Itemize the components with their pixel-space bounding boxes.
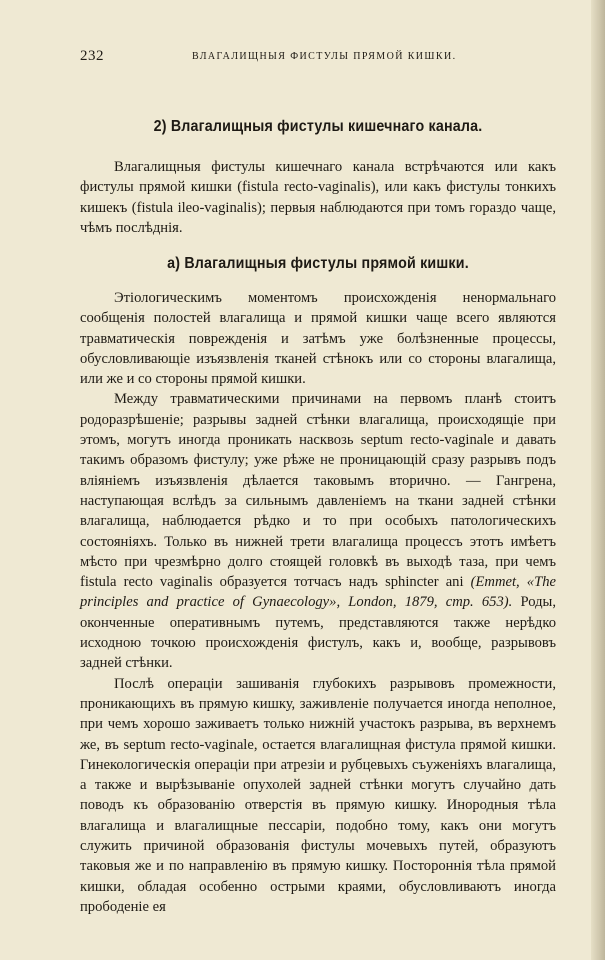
body-text bbox=[80, 288, 556, 917]
running-head bbox=[80, 48, 556, 70]
page-edge-shadow bbox=[591, 0, 605, 960]
running-title: ВЛАГАЛИЩНЫЯ ФИСТУЛЫ ПРЯМОЙ КИШКИ. bbox=[192, 51, 457, 62]
paragraph-trauma bbox=[80, 389, 556, 673]
section-heading-intestinal-fistulae: 2) Влагалищныя фистулы кишечнаго канала. bbox=[153, 118, 483, 135]
intro-paragraph: Влагалищныя фистулы кишечнаго канала встрѣчаются или какъ фистулы прямой кишки (fistula recto-vaginalis), или какъ фистулы тонкихъ кишекъ (fistula ileo-vaginalis); первыя наблюдаются при томъ гораздо чаще, чѣмъ послѣднія. bbox=[80, 159, 556, 236]
book-page bbox=[80, 48, 556, 915]
page-number: 232 bbox=[80, 48, 104, 64]
intro-block bbox=[80, 157, 556, 238]
paragraph-trauma-text: Между травматическими причинами на первомъ планѣ стоитъ родоразрѣшеніе; разрывы задней стѣнки влагалища, происходящіе при этомъ, могутъ иногда проникать насквозь septum recto-vaginale и давать такимъ образомъ фистулу; уже рѣже не проницающій сразу разрывъ подъ вліяніемъ изъязвленія дѣлается таковымъ вторично. — Гангрена, наступающая вслѣдъ за сильнымъ давленіемъ на ткани задней стѣнки влагалища, наблюдается рѣдко и то при особыхъ патологическихъ состояніяхъ. Только въ нижней трети влагалища процессъ этотъ имѣетъ мѣсто при чрезмѣрно долго стоящей головкѣ въ выходѣ таза, при чемъ fistula recto vaginalis образуется тотчасъ надъ sphincter ani bbox=[80, 391, 556, 591]
section-heading-rectal-fistulae: а) Влагалищныя фистулы прямой кишки. bbox=[167, 255, 469, 272]
paragraph-trauma-text-end: Роды, оконченные оперативнымъ путемъ, представляются также нерѣдко исходною точкою происхожденія фистулъ, какъ и, вообще, разрывовъ задней стѣнки. bbox=[80, 594, 556, 672]
paragraph-etiology: Этіологическимъ моментомъ происхожденія ненормальнаго сообщенія полостей влагалища и прямой кишки чаще всего являются травматическія поврежденія и затѣмъ уже болѣзненные процессы, обусловливающіе изъязвленія тканей стѣнокъ или со стороны влагалища, или же и со стороны прямой кишки. bbox=[80, 290, 556, 388]
paragraph-operations: Послѣ операціи зашиванія глубокихъ разрывовъ промежности, проникающихъ въ прямую кишку, заживленіе получается иногда неполное, при чемъ хорошо заживаетъ только нижній участокъ разрыва, въ верхнемъ же, въ septum recto-vaginale, остается влагалищная фистула прямой кишки. Гинекологическія операціи при атрезіи и рубцевыхъ съуженіяхъ влагалища, а также и вырѣзываніе опухолей задней стѣнки могутъ случайно дать поводъ къ образованію отверстія въ прямую кишку. Инородныя тѣла влагалища и влагалищные пессаріи, подобно тому, какъ они могутъ служить причиной образованія фистулы мочевыхъ путей, образуютъ таковыя же и по направленію въ прямую кишку. Постороннія тѣла прямой кишки, обладая особенно острыми краями, обусловливаютъ иногда прободеніе ея bbox=[80, 675, 556, 915]
citation-emmet: (Emmet, «The principles and practice of Gynaecology», London, 1879, стр. 653). bbox=[80, 574, 556, 611]
